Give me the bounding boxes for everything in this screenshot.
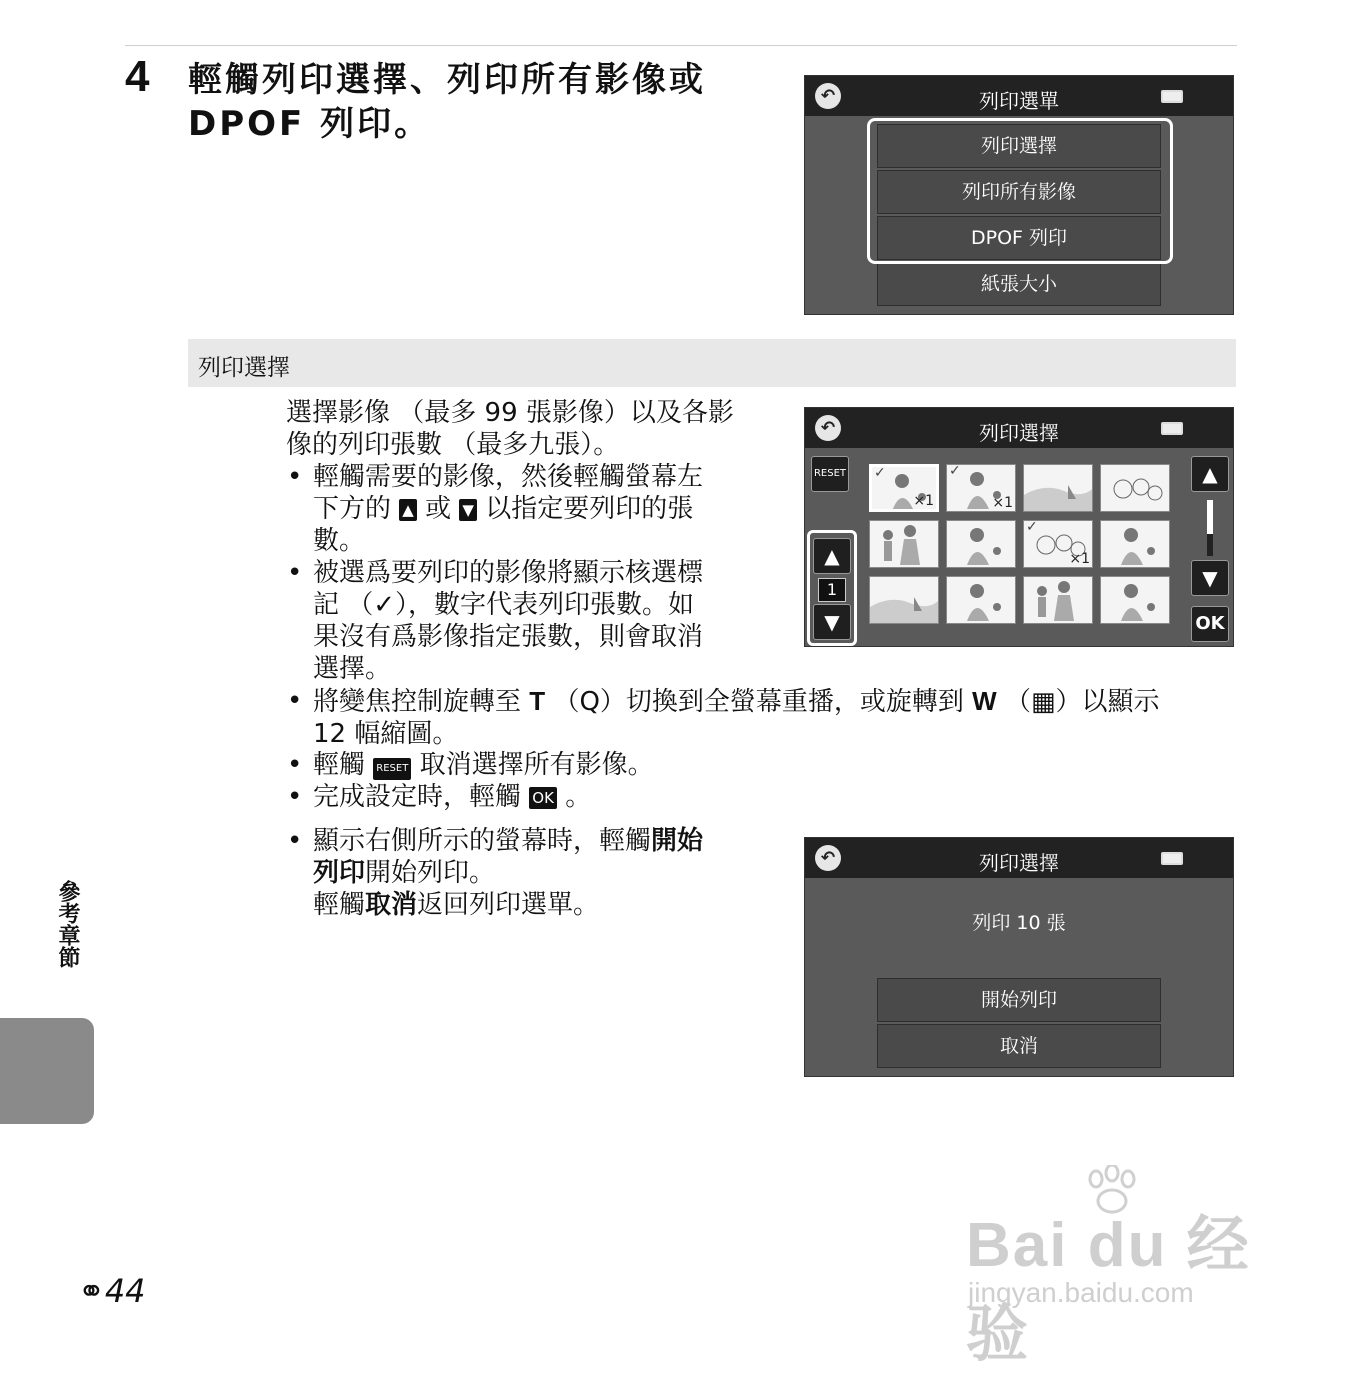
scrollbar[interactable] xyxy=(1207,500,1213,556)
chapter-tab[interactable] xyxy=(0,1018,94,1124)
bullet2-line2: 記 （✓），數字代表列印張數。如 xyxy=(313,590,695,620)
bullet-reset: • 輕觸 RESET 取消選擇所有影像。 xyxy=(313,749,813,781)
ok-icon: OK xyxy=(529,787,557,809)
thumbnail[interactable] xyxy=(869,576,939,624)
bullet2-line3: 果沒有爲影像指定張數，則會取消 xyxy=(313,622,704,652)
up-arrow-icon: ▲ xyxy=(399,499,417,521)
bullet6-a: 顯示右側所示的螢幕時，輕觸 xyxy=(313,826,652,856)
thumbnail[interactable] xyxy=(1023,464,1093,512)
step-title-line1: 輕觸列印選擇、列印所有影像或 xyxy=(188,60,706,100)
bullet5-line xyxy=(313,781,813,813)
bullet3-c: （▦）以顯示 xyxy=(1004,687,1160,717)
intro-line2: 像的列印張數 （最多九張）。 xyxy=(286,430,620,460)
menu-item-paper-size[interactable]: 紙張大小 xyxy=(877,262,1161,306)
bullet2-line4: 選擇。 xyxy=(313,654,392,684)
reset-button[interactable]: RESET xyxy=(811,456,849,492)
start-print-button[interactable]: 開始列印 xyxy=(877,978,1161,1022)
bullet4-b: 取消選擇所有影像。 xyxy=(419,750,654,780)
thumbnail[interactable] xyxy=(1100,576,1170,624)
battery-icon xyxy=(1161,90,1183,103)
bullet-zoom: • 將變焦控制旋轉至 T （Q）切換到全螢幕重播，或旋轉到 W （▦）以顯示 12 幅縮圖。 xyxy=(313,685,1243,750)
bullet5-b: 。 xyxy=(565,782,592,812)
bullet6-b: 開始列印。 xyxy=(365,858,496,888)
thumbnail[interactable] xyxy=(946,576,1016,624)
bullet3-line1 xyxy=(313,685,1243,718)
section-title: 列印選擇 xyxy=(198,355,290,381)
print-menu-screen xyxy=(804,75,1234,315)
bullet1-line3: 數。 xyxy=(313,526,366,556)
print-selection-screen xyxy=(804,407,1234,647)
screen-title-bar xyxy=(805,76,1233,116)
scroll-down-button[interactable]: ▼ xyxy=(1191,560,1229,596)
print-quantity: ×1 xyxy=(1069,551,1090,567)
step-title-line2: DPOF 列印。 xyxy=(188,104,432,144)
bullet-check-mark: • 被選爲要列印的影像將顯示核選標 記 （✓），數字代表列印張數。如 果沒有爲影像指定張數，則會取消 選擇。 xyxy=(313,557,773,685)
step-number: 4 xyxy=(125,52,150,101)
menu-item-dpof-print[interactable]: DPOF 列印 xyxy=(877,216,1161,260)
bullet6-bold2: 列印 xyxy=(313,858,366,888)
qty-down-button[interactable]: ▼ xyxy=(813,604,851,640)
thumbnail[interactable] xyxy=(1023,576,1093,624)
check-mark-icon: ✓ xyxy=(949,464,961,479)
reference-icon: ⚭ xyxy=(78,1272,105,1310)
screen-title: 列印選單 xyxy=(979,89,1059,113)
down-arrow-icon: ▼ xyxy=(459,499,477,521)
thumbnail[interactable] xyxy=(946,464,1016,512)
bullet3-W: W xyxy=(972,686,997,716)
qty-counter: 1 xyxy=(818,578,846,602)
bullet6-line3 xyxy=(313,889,773,921)
battery-icon xyxy=(1161,852,1183,865)
top-rule xyxy=(125,45,1237,46)
check-mark-icon: ✓ xyxy=(1026,520,1038,535)
bullet1-post: 以指定要列印的張 xyxy=(485,494,694,524)
bullet6-c: 輕觸 xyxy=(313,890,366,920)
print-confirm-screen xyxy=(804,837,1234,1077)
page-number xyxy=(78,1272,146,1310)
bullet6-bold1: 開始 xyxy=(651,826,704,856)
bullet2-line1: 被選爲要列印的影像將顯示核選標 xyxy=(313,558,704,588)
bullet4-a: 輕觸 xyxy=(313,750,366,780)
bullet1-or: 或 xyxy=(425,494,452,524)
bullet5-a: 完成設定時，輕觸 xyxy=(313,782,522,812)
battery-icon xyxy=(1161,422,1183,435)
intro-text xyxy=(286,397,766,461)
intro-line1: 選擇影像 （最多 99 張影像）以及各影 xyxy=(286,398,734,428)
screen-title-bar xyxy=(805,838,1233,878)
ok-button[interactable]: OK xyxy=(1191,606,1229,642)
bullet-start-print: • 顯示右側所示的螢幕時，輕觸開始 列印開始列印。 輕觸取消返回列印選單。 xyxy=(313,825,773,921)
thumbnail[interactable] xyxy=(869,464,939,512)
bullet1-pre: 下方的 xyxy=(313,494,392,524)
scrollbar-thumb[interactable] xyxy=(1207,500,1213,534)
watermark-logo xyxy=(966,1165,1276,1369)
highlight-frame xyxy=(867,118,1173,264)
print-quantity: ×1 xyxy=(992,495,1013,511)
bullet6-bold3: 取消 xyxy=(365,890,418,920)
step-title xyxy=(188,58,788,146)
thumbnail[interactable] xyxy=(869,520,939,568)
bullet-select-images: • 輕觸需要的影像，然後輕觸螢幕左 下方的 ▲ 或 ▼ 以指定要列印的張 數。 xyxy=(313,461,773,557)
page-number-value: 44 xyxy=(104,1272,146,1310)
chapter-tab-label: 參考章節 xyxy=(55,880,80,968)
screen-title-bar xyxy=(805,408,1233,448)
thumbnail[interactable] xyxy=(946,520,1016,568)
reset-icon: RESET xyxy=(373,758,411,780)
back-icon[interactable]: ↶ xyxy=(815,845,841,871)
bullet6-line1 xyxy=(313,825,773,857)
bullet3-line2: 12 幅縮圖。 xyxy=(313,719,459,749)
bullet3-T: T xyxy=(529,686,546,716)
bullet6-line2 xyxy=(313,857,773,889)
section-header xyxy=(188,339,1236,387)
cancel-button[interactable]: 取消 xyxy=(877,1024,1161,1068)
bullet3-a: 將變焦控制旋轉至 xyxy=(313,687,522,717)
watermark-main-text: Bai du 经验 xyxy=(966,1211,1251,1369)
bullet3-b: （Q）切換到全螢幕重播，或旋轉到 xyxy=(553,687,964,717)
screen-title: 列印選擇 xyxy=(979,421,1059,445)
thumbnail[interactable] xyxy=(1023,520,1093,568)
qty-up-button[interactable]: ▲ xyxy=(813,538,851,574)
menu-item-print-all[interactable]: 列印所有影像 xyxy=(877,170,1161,214)
print-count-message: 列印 10 張 xyxy=(972,912,1066,934)
back-icon[interactable]: ↶ xyxy=(815,83,841,109)
back-icon[interactable]: ↶ xyxy=(815,415,841,441)
screen-title: 列印選擇 xyxy=(979,851,1059,875)
bullet-ok: • 完成設定時，輕觸 OK 。 xyxy=(313,781,813,813)
bullet4-line xyxy=(313,749,813,781)
bullet6-d: 返回列印選單。 xyxy=(417,890,600,920)
bullet1-line1: 輕觸需要的影像，然後輕觸螢幕左 xyxy=(313,462,704,492)
thumbnail[interactable] xyxy=(1100,464,1170,512)
check-mark-icon: ✓ xyxy=(874,465,886,481)
menu-item-print-selection[interactable]: 列印選擇 xyxy=(877,124,1161,168)
thumbnail-grid xyxy=(869,464,1179,634)
thumbnail[interactable] xyxy=(1100,520,1170,568)
bullet1-line2 xyxy=(313,493,773,525)
print-quantity: ×1 xyxy=(913,493,934,509)
watermark-url: jingyan.baidu.com xyxy=(968,1277,1194,1308)
scroll-up-button[interactable]: ▲ xyxy=(1191,456,1229,492)
